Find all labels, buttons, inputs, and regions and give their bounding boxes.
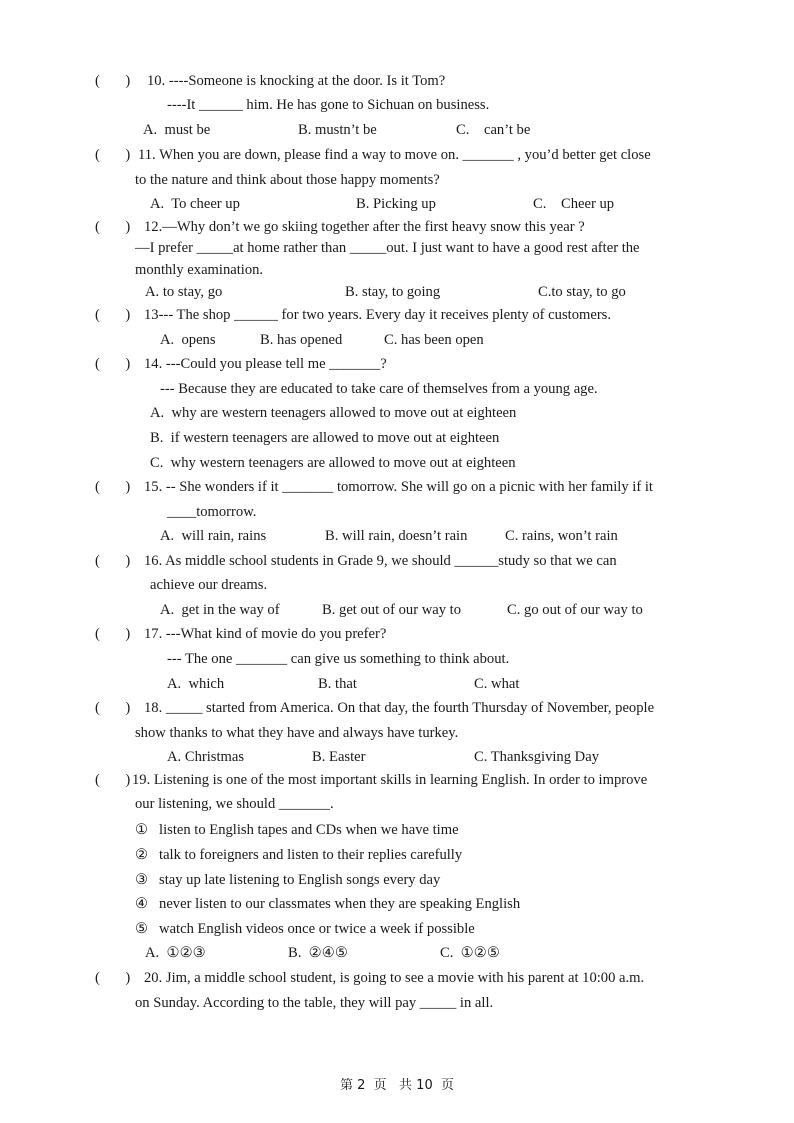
option-a: A. which xyxy=(167,676,225,692)
question-text: to the nature and think about those happy moments? xyxy=(135,172,440,188)
answer-bracket[interactable]: ( ) xyxy=(95,626,131,642)
option-a: A. will rain, rains xyxy=(160,528,267,544)
question-text: 19. Listening is one of the most important skills in learning English. In order to improve xyxy=(132,772,648,788)
page-footer: 第 2 页 共 10 页 xyxy=(339,1078,454,1093)
list-item: ① listen to English tapes and CDs when we have time xyxy=(135,822,459,838)
answer-bracket[interactable]: ( ) xyxy=(95,970,131,986)
answer-bracket[interactable]: ( ) xyxy=(95,307,131,323)
question-text: ____tomorrow. xyxy=(167,504,257,520)
option-b: B. stay, to going xyxy=(345,284,441,300)
answer-bracket[interactable]: ( ) xyxy=(95,219,131,235)
option-b: B. Easter xyxy=(312,749,366,765)
option-a: A. opens xyxy=(160,332,216,348)
option-b: B. if western teenagers are allowed to move out at eighteen xyxy=(150,430,500,446)
option-c: C. ①②⑤ xyxy=(440,945,500,961)
option-a: A. why are western teenagers allowed to move out at eighteen xyxy=(150,405,517,421)
question-text: 11. When you are down, please find a way to move on. _______ , you’d better get close xyxy=(138,147,651,163)
option-c: C.to stay, to go xyxy=(538,284,626,300)
question-text: show thanks to what they have and always have turkey. xyxy=(135,725,459,741)
question-text: 12.—Why don’t we go skiing together after the first heavy snow this year ? xyxy=(144,219,585,235)
option-b: B. has opened xyxy=(260,332,343,348)
option-c: C. why western teenagers are allowed to move out at eighteen xyxy=(150,455,516,471)
question-text: monthly examination. xyxy=(135,262,264,278)
option-b: B. mustn’t be xyxy=(298,122,377,138)
question-text: 20. Jim, a middle school student, is going to see a movie with his parent at 10:00 a.m. xyxy=(144,970,645,986)
option-c: C. has been open xyxy=(384,332,484,348)
option-c: C. what xyxy=(474,676,520,692)
question-text: 10. ----Someone is knocking at the door. Is it Tom? xyxy=(147,73,446,89)
option-b: B. Picking up xyxy=(356,196,436,212)
question-text: 15. -- She wonders if it _______ tomorrow. She will go on a picnic with her family if it xyxy=(144,479,653,495)
question-text: our listening, we should _______. xyxy=(135,796,334,812)
option-c: C. rains, won’t rain xyxy=(505,528,618,544)
option-a: A. get in the way of xyxy=(160,602,280,618)
option-a: A. ①②③ xyxy=(145,945,206,961)
question-text: --- The one _______ can give us something to think about. xyxy=(167,651,510,667)
option-c: C. can’t be xyxy=(456,122,531,138)
answer-bracket[interactable]: ( ) xyxy=(95,772,131,788)
answer-bracket[interactable]: ( ) xyxy=(95,356,131,372)
option-b: B. will rain, doesn’t rain xyxy=(325,528,468,544)
question-text: 14. ---Could you please tell me _______? xyxy=(144,356,387,372)
option-a: A. to stay, go xyxy=(145,284,223,300)
option-a: A. To cheer up xyxy=(150,196,240,212)
answer-bracket[interactable]: ( ) xyxy=(95,147,131,163)
question-text: 17. ---What kind of movie do you prefer? xyxy=(144,626,387,642)
question-text: on Sunday. According to the table, they will pay _____ in all. xyxy=(135,995,494,1011)
list-item: ④ never listen to our classmates when they are speaking English xyxy=(135,896,521,912)
list-item: ⑤ watch English videos once or twice a week if possible xyxy=(135,921,475,937)
answer-bracket[interactable]: ( ) xyxy=(95,700,131,716)
question-text: --- Because they are educated to take care of themselves from a young age. xyxy=(160,381,598,397)
question-text: 13--- The shop ______ for two years. Every day it receives plenty of customers. xyxy=(144,307,612,323)
question-text: achieve our dreams. xyxy=(150,577,268,593)
list-item: ③ stay up late listening to English songs every day xyxy=(135,872,441,888)
option-b: B. that xyxy=(318,676,357,692)
option-b: B. ②④⑤ xyxy=(288,945,348,961)
option-c: C. go out of our way to xyxy=(507,602,643,618)
answer-bracket[interactable]: ( ) xyxy=(95,553,131,569)
list-item: ② talk to foreigners and listen to their replies carefully xyxy=(135,847,463,863)
option-c: C. Thanksgiving Day xyxy=(474,749,599,765)
option-b: B. get out of our way to xyxy=(322,602,462,618)
option-a: A. Christmas xyxy=(167,749,245,765)
option-a: A. must be xyxy=(143,122,211,138)
answer-bracket[interactable]: ( ) xyxy=(95,479,131,495)
question-text: ----It ______ him. He has gone to Sichuan on business. xyxy=(167,97,490,113)
option-c: C. Cheer up xyxy=(533,196,615,212)
question-text: 18. _____ started from America. On that day, the fourth Thursday of November, people xyxy=(144,700,655,716)
question-text: 16. As middle school students in Grade 9, we should ______study so that we can xyxy=(144,553,617,569)
answer-bracket[interactable]: ( ) xyxy=(95,73,131,89)
question-text: —I prefer _____at home rather than _____out. I just want to have a good rest after the xyxy=(135,240,640,256)
